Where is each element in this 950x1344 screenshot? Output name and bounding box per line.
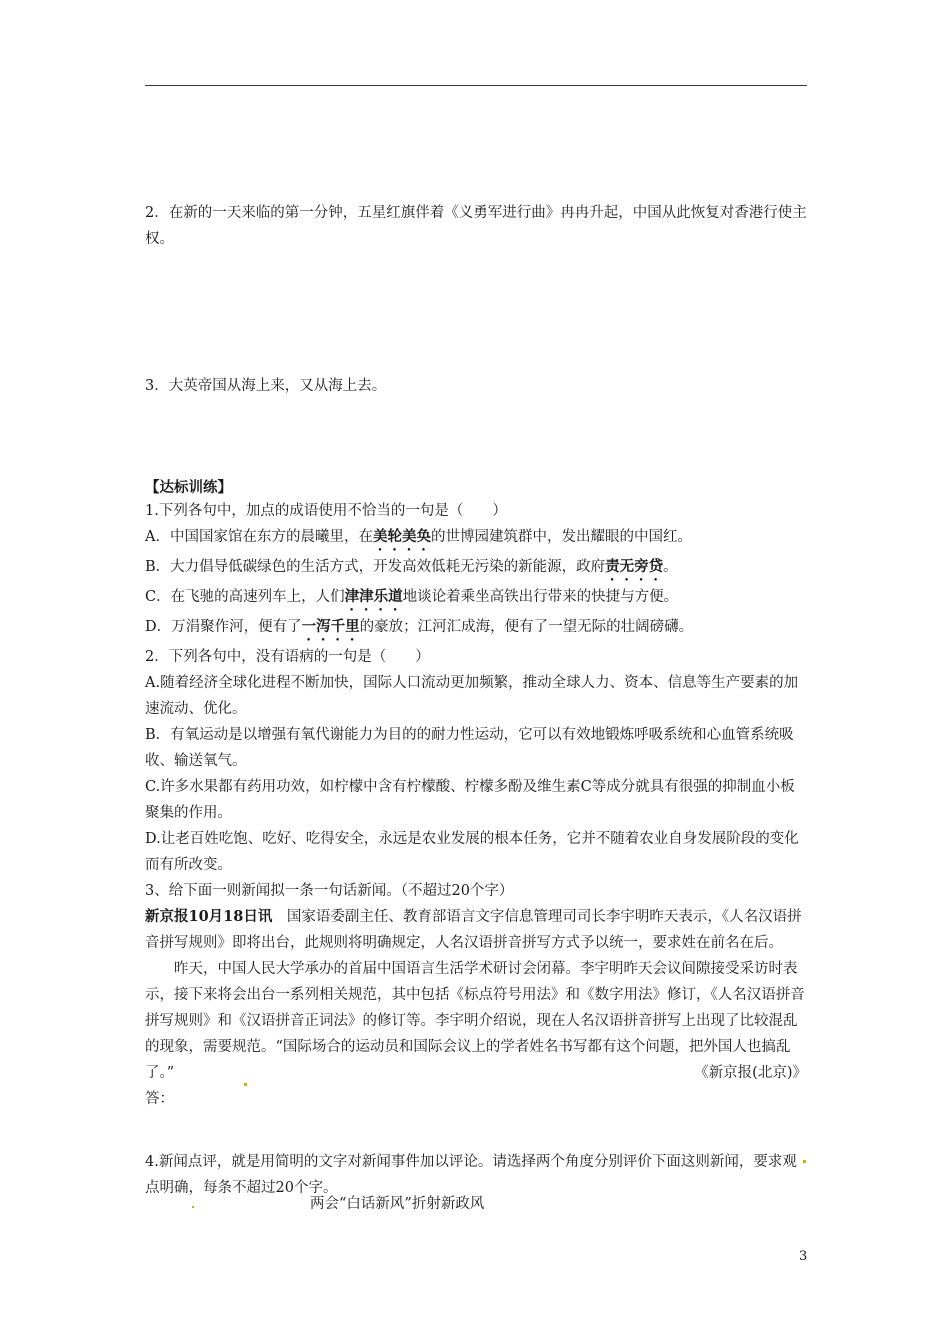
news-paragraph-1: 新京报10月18日讯 国家语委副主任、教育部语言文字信息管理司司长李宇明昨天表示，《人名汉语拼音拼写规则》即将出台，此规则将明确规定，人名汉语拼音拼写方式予以统一，要求姓在前名在后。	[145, 908, 802, 951]
answer-label: 答：	[145, 1091, 174, 1107]
mark-dot	[244, 1083, 247, 1086]
dotted-idiom: 责无旁贷	[605, 558, 664, 575]
dotted-idiom: 津津乐道	[344, 588, 403, 605]
intro-item-2: 2．在新的一天来临的第一分钟，五星红旗伴着《义勇军进行曲》冉冉升起，中国从此恢复对香港行使主权。	[145, 205, 807, 247]
page-number: 3	[799, 1249, 808, 1264]
question-1-option-b: B．大力倡导低碳绿色的生活方式，开发高效低耗无污染的新能源，政府责无旁贷。	[145, 558, 678, 575]
dotted-idiom: 美轮美奂	[372, 528, 431, 545]
question-1-option-a: A．中国国家馆在东方的晨曦里，在美轮美奂的世博园建筑群中，发出耀眼的中国红。	[145, 528, 692, 545]
question-1-stem: 1.下列各句中，加点的成语使用不恰当的一句是（ ）	[145, 503, 507, 519]
mark-dot	[192, 1206, 194, 1208]
section-title: 【达标训练】	[145, 479, 232, 496]
question-2-option-d: D.让老百姓吃饱、吃好、吃得安全，永远是农业发展的根本任务，它并不随着农业自身发展阶段的变化而有所改变。	[145, 831, 799, 873]
news-paragraph-2: 昨天，中国人民大学承办的首届中国语言生活学术研讨会闭幕。李宇明昨天会议间隙接受采访时表示，接下来将会出台一系列相关规范，其中包括《标点符号用法》和《数字用法》修订，《人名汉语拼音拼写规则》和《汉语拼音正词法》的修订等。李宇明介绍说，现在人名汉语拼音拼写上出现了比较混乱的现象，需要规范。“国际场合的运动员和国际会议上的学者姓名书写都有这个问题，把外国人也搞乱了。” 《新京报(北京)》	[145, 956, 807, 1086]
header-rule	[145, 85, 807, 86]
question-1	[145, 498, 807, 1112]
news-lead: 新京报10月18日讯	[145, 908, 273, 925]
news-title: 两会“白话新风”折射新政风	[310, 1196, 485, 1212]
news-source: 《新京报(北京)》	[694, 1065, 807, 1081]
mark-dot	[803, 1160, 806, 1163]
dotted-idiom: 一泻千里	[301, 618, 360, 635]
question-1-option-c: C．在飞驰的高速列车上，人们津津乐道地谈论着乘坐高铁出行带来的快捷与方便。	[145, 588, 679, 605]
question-4-stem: 4.新闻点评，就是用简明的文字对新闻事件加以评论。请选择两个角度分别评价下面这则新闻，要求观点明确，每条不超过20个字。	[145, 1154, 797, 1196]
question-2-option-b: B．有氧运动是以增强有氧代谢能力为目的的耐力性运动，它可以有效地锻炼呼吸系统和心血管系统吸收、输送氧气。	[145, 727, 794, 769]
question-2-stem: 2．下列各句中，没有语病的一句是（ ）	[145, 649, 430, 665]
question-2-option-c: C.许多水果都有药用功效，如柠檬中含有柠檬酸、柠檬多酚及维生素C等成分就具有很强的抑制血小板聚集的作用。	[145, 779, 795, 821]
question-3-stem: 3、给下面一则新闻拟一条一句话新闻。（不超过20个字）	[145, 883, 514, 899]
question-1-option-d: D．万涓聚作河，便有了一泻千里的豪放；江河汇成海，便有了一望无际的壮阔磅礴。	[145, 618, 694, 635]
intro-item-3: 3．大英帝国从海上来，又从海上去。	[145, 378, 387, 394]
question-2-option-a: A.随着经济全球化进程不断加快，国际人口流动更加频繁，推动全球人力、资本、信息等生产要素的加速流动、优化。	[145, 675, 799, 717]
